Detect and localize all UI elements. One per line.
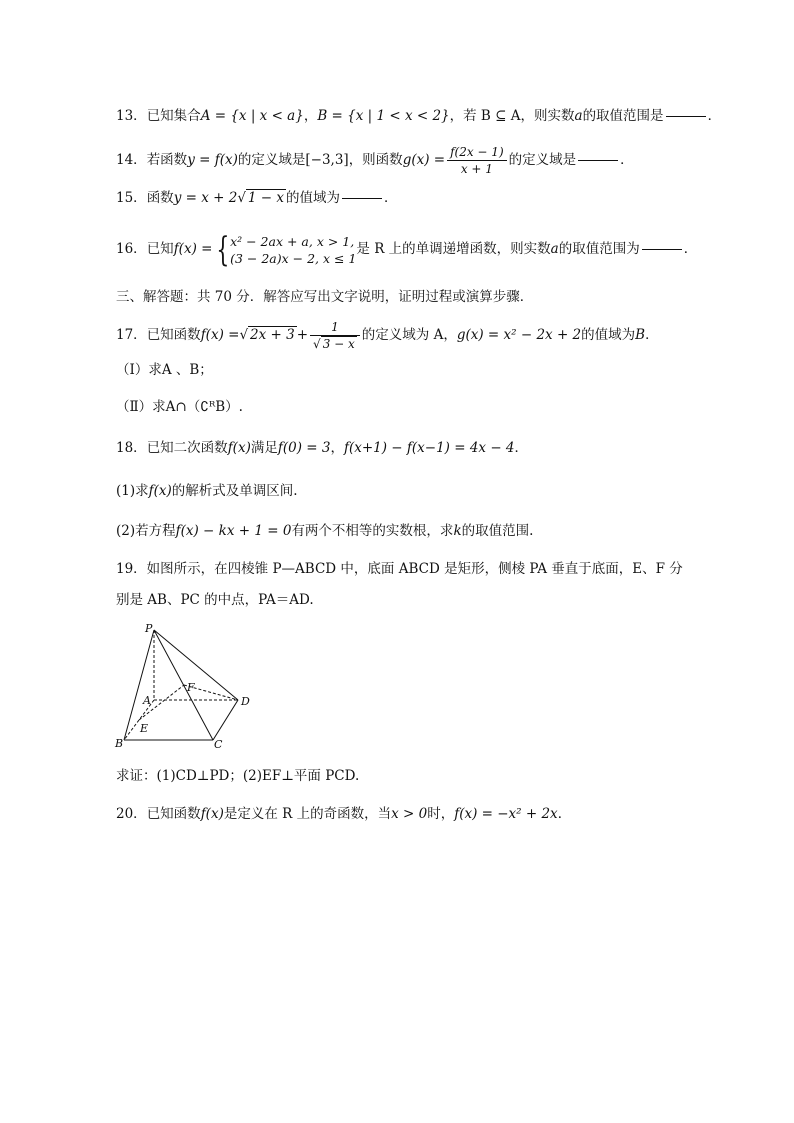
q14-fraction [447, 144, 507, 177]
label-a: A [143, 694, 151, 707]
q15-expr-b: 1 − x [247, 190, 285, 206]
q18-2-mid: 有两个不相等的实数根，求 [291, 523, 454, 539]
q20-number: 20． [116, 806, 147, 822]
q18-2-eq: f(x) − kx + 1 = 0 [175, 523, 292, 539]
q20-expr: f(x) = −x² + 2x [454, 806, 558, 822]
q18-sep: ， [330, 440, 344, 456]
q17-sqrt-expr: 2x + 3 [250, 327, 295, 343]
q16-number: 16． [116, 241, 147, 257]
question-13 [116, 106, 721, 126]
q14-gx: g(x) = [402, 152, 446, 168]
q18-pre: 已知二次函数 [146, 440, 228, 456]
q13-var: a [574, 108, 583, 124]
q14-frac-num: f(2x − 1) [447, 144, 507, 161]
q14-tail: 的定义域是 [508, 152, 577, 168]
q18-end: ． [514, 440, 529, 456]
label-f: F [187, 681, 195, 694]
q14-pre: 若函数 [146, 152, 188, 168]
q14-mid: 的定义域是 [237, 152, 306, 168]
label-e: E [140, 722, 149, 735]
sqrt-sign: √ [237, 190, 246, 206]
q18-2-tail: 的取值范围. [461, 523, 534, 539]
q17-pre: 已知函数 [146, 327, 201, 343]
q18-cond1: f(0) = 3 [277, 440, 331, 456]
q15-expr-a: y = x + 2 [173, 190, 238, 206]
q17-fx: f(x) = [200, 327, 240, 343]
edge-pb [124, 630, 154, 740]
q16-end: ． [683, 241, 698, 257]
q16-case-1: x² − 2ax + a, x > 1, [230, 233, 355, 249]
answer-blank [666, 116, 706, 117]
q18-part-1 [116, 481, 298, 501]
q13-end: ． [707, 108, 722, 124]
q20-mid2: 时， [427, 806, 455, 822]
edge-pd [154, 630, 238, 700]
q17-part-2: （Ⅱ）求A∩（∁ᴿB）. [116, 399, 243, 415]
q20-end: ． [557, 806, 572, 822]
q17-number: 17． [116, 327, 147, 343]
q19-proof: 求证：(1)CD⊥PD；(2)EF⊥平面 PCD. [116, 768, 360, 784]
q17-end: ． [645, 327, 659, 343]
q16-var: a [550, 241, 559, 257]
question-14 [116, 143, 634, 177]
label-d: D [241, 695, 250, 708]
q18-1-tail: 的解析式及单调区间. [171, 483, 298, 499]
q14-mid2: ，则函数 [348, 152, 403, 168]
q18-2-pre: (2)若方程 [116, 523, 176, 539]
brace-icon: { [216, 229, 230, 270]
q18-fx: f(x) [227, 440, 251, 456]
label-b: B [115, 737, 124, 750]
q20-cond: x > 0 [391, 806, 428, 822]
q18-part-2 [116, 521, 533, 541]
q14-func: y = f(x) [187, 152, 238, 168]
q17-gx: g(x) = x² − 2x + 2 [456, 327, 582, 343]
q16-pre: 已知 [146, 241, 174, 257]
q20-mid: 是定义在 R 上的奇函数，当 [223, 806, 392, 822]
question-16 [116, 230, 697, 268]
label-p: P [145, 622, 153, 635]
q16-tail2: 的取值范围为 [558, 241, 640, 257]
q18-1-pre: (1)求 [116, 483, 149, 499]
q13-number: 13． [116, 108, 147, 124]
question-20 [116, 804, 571, 824]
q14-domain: [−3,3] [305, 152, 349, 168]
q18-mid: 满足 [250, 440, 278, 456]
q20-pre: 已知函数 [146, 806, 201, 822]
q15-end: ． [384, 190, 398, 206]
q14-end: ． [620, 152, 634, 168]
q17-var: B [635, 327, 646, 343]
q17-mid: 的定义域为 A， [361, 327, 457, 343]
q13-tail: 的取值范围是 [582, 108, 664, 124]
section-heading: 三、解答题：共 70 分．解答应写出文字说明，证明过程或演算步骤． [116, 289, 534, 305]
q17-frac-den: √ 3 − x [313, 337, 355, 351]
q17-frac-num: 1 [310, 319, 360, 336]
question-17 [116, 318, 659, 352]
q15-tail: 的值域为 [286, 190, 341, 206]
q18-cond2: f(x+1) − f(x−1) = 4x − 4 [343, 440, 515, 456]
q19-line-2: 别是 AB、PC 的中点，PA＝AD. [116, 592, 314, 608]
pyramid-figure [110, 620, 260, 750]
q16-cases [230, 233, 356, 267]
q16-case-2: (3 − 2a)x − 2, x ≤ 1 [230, 250, 357, 266]
q17-tail: 的值域为 [581, 327, 636, 343]
question-18 [116, 438, 528, 458]
answer-blank [342, 198, 382, 199]
q15-pre: 函数 [146, 190, 174, 206]
q20-fx: f(x) [200, 806, 224, 822]
q16-tail: 是 R 上的单调递增函数，则实数 [356, 241, 551, 257]
q13-cond: ，若 B ⊆ A，则实数 [449, 108, 575, 124]
q17-plus: + [296, 327, 309, 343]
q13-comma: ， [303, 108, 318, 124]
q17-frac-den-expr: 3 − x [322, 337, 355, 351]
sqrt-sign: √ [239, 327, 249, 343]
q19-line-1: 19．如图所示，在四棱锥 P—ABCD 中，底面 ABCD 是矩形，侧棱 PA 垂直于底面，E、F 分 [116, 561, 683, 577]
q15-number: 15． [116, 190, 147, 206]
q13-set-b: B = {x | 1 < x < 2} [317, 108, 450, 124]
q13-pre: 已知集合 [146, 108, 201, 124]
answer-blank [642, 249, 682, 250]
question-15 [116, 188, 398, 208]
q16-fx: f(x) = [173, 241, 213, 257]
answer-blank [578, 160, 618, 161]
q17-part-1: （Ⅰ）求A 、B； [116, 362, 213, 378]
q13-set-a: A = {x | x < a} [200, 108, 304, 124]
q14-number: 14． [116, 152, 147, 168]
edge-cd [213, 700, 238, 740]
q18-2-var: k [453, 523, 462, 539]
q14-frac-den: x + 1 [460, 162, 493, 176]
q18-number: 18． [116, 440, 147, 456]
q18-1-fx: f(x) [148, 483, 172, 499]
q17-fraction [310, 319, 360, 352]
label-c: C [214, 738, 223, 750]
